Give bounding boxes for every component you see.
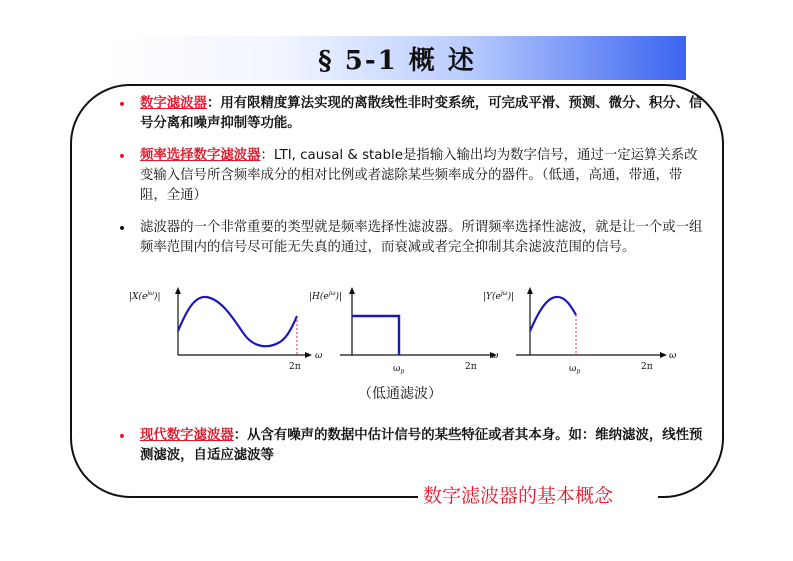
bullet-text: 用有限精度算法实现的离散线性非时变系统，可完成平滑、预测、微分、积分、信号分离和噪声抑制等功能。 bbox=[140, 96, 703, 131]
x-axis-arrow bbox=[660, 352, 667, 358]
bullet-dot: • bbox=[117, 221, 127, 237]
y-axis-arrow bbox=[527, 287, 533, 294]
ylabel-x: $|X(e^{j\omega})|$ bbox=[129, 290, 161, 302]
bullet-dot: • bbox=[117, 149, 127, 165]
x-axis-arrow bbox=[305, 352, 312, 358]
ylabel-y: $|Y(e^{j\omega})|$ bbox=[483, 290, 515, 302]
ylabel-h: $|H(e^{j\omega})|$ bbox=[309, 290, 343, 302]
tick-2pi: 2π bbox=[641, 362, 653, 372]
tick-2pi: 2π bbox=[465, 362, 477, 372]
bullet-modern-digital-filter bbox=[117, 426, 704, 466]
term-digital-filter: 数字滤波器 bbox=[140, 96, 207, 111]
xlabel: ω bbox=[669, 351, 677, 361]
tick-omega-p: $\omega_p$ bbox=[393, 364, 405, 375]
tick-2pi: 2π bbox=[289, 362, 301, 372]
input-spectrum-curve bbox=[178, 297, 297, 346]
xlabel: ω bbox=[491, 351, 499, 361]
y-axis-arrow bbox=[175, 287, 181, 294]
bullet-text: 从含有噪声的数据中估计信号的某些特征或者其本身。如：维纳滤波，线性预测滤波，自适应滤波等 bbox=[140, 428, 703, 463]
figure-caption: （低通滤波） bbox=[358, 386, 442, 402]
bullet-sep: ： bbox=[233, 428, 248, 443]
term-modern-digital-filter: 现代数字滤波器 bbox=[140, 428, 234, 443]
bullet-text: LTI, causal & stable是指输入输出均为数字信号，通过一定运算关系改变输入信号所含频率成分的相对比例或者滤除某些频率成分的器件。（低通，高通，带通，带阻，全通） bbox=[140, 148, 698, 203]
term-frequency-selective-filter: 频率选择数字滤波器 bbox=[140, 148, 261, 163]
plot-input-spectrum bbox=[129, 287, 323, 372]
plot-output-spectrum bbox=[483, 287, 677, 375]
bullet-text: 滤波器的一个非常重要的类型就是频率选择性滤波器。所谓频率选择性滤波，就是让一个或一组频率范围内的信号尽可能无失真的通过，而衰减或者完全抑制其余滤波范围的信号。 bbox=[140, 220, 703, 255]
filter-response-curve bbox=[352, 316, 399, 355]
bullet-sep: ： bbox=[260, 148, 274, 163]
bullet-dot: • bbox=[117, 429, 127, 445]
y-axis-arrow bbox=[349, 287, 355, 294]
tick-omega-p: $\omega_p$ bbox=[569, 364, 581, 375]
xlabel: ω bbox=[315, 351, 323, 361]
output-spectrum-curve bbox=[530, 297, 576, 331]
bullet-sep: ： bbox=[206, 96, 221, 111]
bullet-dot: • bbox=[117, 97, 127, 113]
page-title: § 5-1 概 述 bbox=[318, 45, 476, 76]
frame-label: 数字滤波器的基本概念 bbox=[423, 485, 614, 507]
plot-filter-response bbox=[309, 287, 499, 375]
